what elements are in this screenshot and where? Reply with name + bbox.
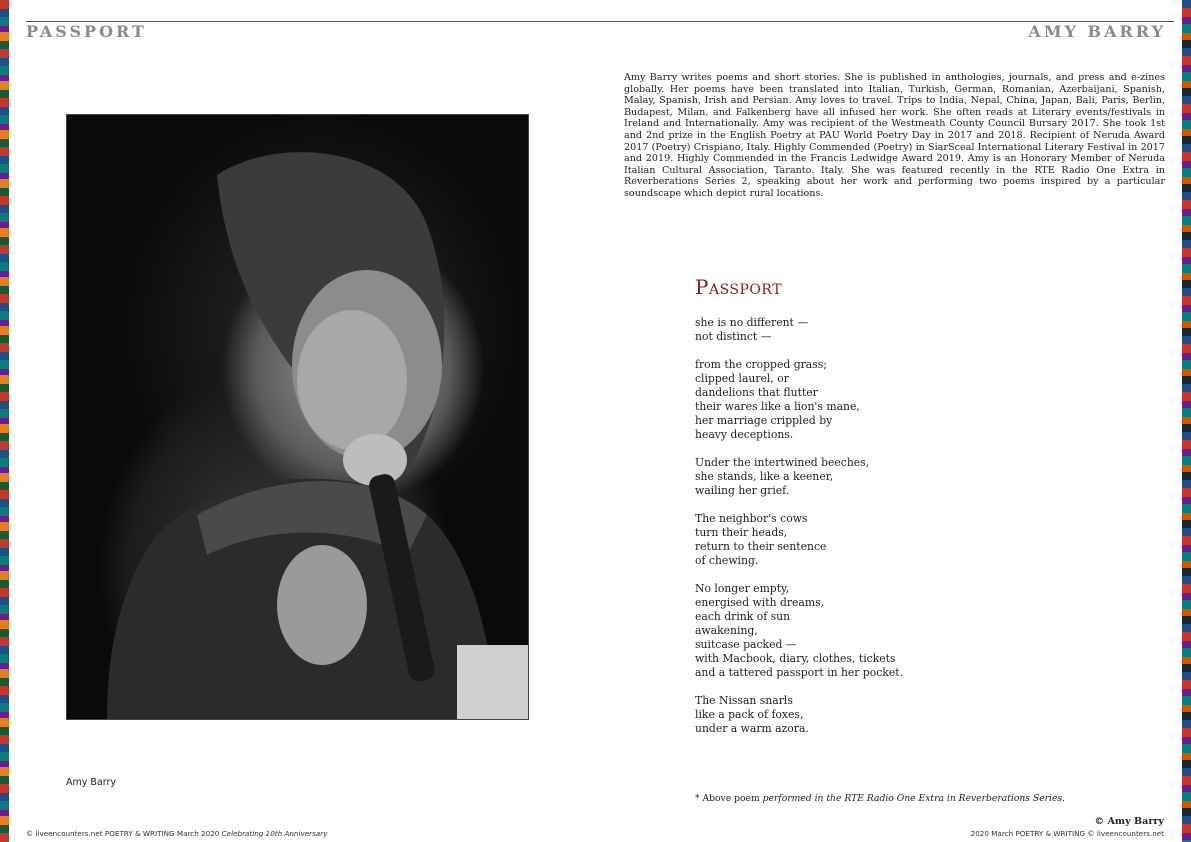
poem-line: suitcase packed — xyxy=(695,638,797,651)
poem-line: dandelions that flutter xyxy=(695,386,818,399)
poem-line: their wares like a lion's mane, xyxy=(695,400,860,413)
poem-line: turn their heads, xyxy=(695,526,788,539)
poem-line: with Macbook, diary, clothes, tickets xyxy=(695,652,896,665)
poem-line: she stands, like a keener, xyxy=(695,470,834,483)
poem-line: return to their sentence xyxy=(695,540,827,553)
poem-line: The Nissan snarls xyxy=(695,694,793,707)
header-rule xyxy=(26,21,1174,22)
poem-line: awakening, xyxy=(695,624,758,637)
poem-line: her marriage crippled by xyxy=(695,414,833,427)
footer-right: 2020 March POETRY & WRITING © liveencounters.net xyxy=(970,829,1164,838)
poem-stanza xyxy=(695,512,903,568)
photo-caption: Amy Barry xyxy=(66,777,117,788)
poem-body xyxy=(695,316,903,750)
poem-line: heavy deceptions. xyxy=(695,428,794,441)
poem-line: The neighbor's cows xyxy=(695,512,808,525)
poem-line: she is no different — xyxy=(695,316,809,329)
poem-line: wailing her grief. xyxy=(695,484,790,497)
author-biography: Amy Barry writes poems and short stories. She is published in anthologies, journals, and press and e-zines globally. Her poems have been translated into Italian, Turkish, German, Romanian, Azerbaijani, Spanish, Malay, Spanish, Irish and Persian. Amy loves to travel. Trips to India, Nepal, China, Japan, Bali, Paris, Berlin, Budapest, Milan, and Falkenberg have all infused her work. She often reads at Literary events/festivals in Ireland and Internationally. Amy was recipient of the Westmeath County Council Bursary 2017. She took 1st and 2nd prize in the English Poetry at PAU World Poetry Day in 2017 and 2018. Recipient of Neruda Award 2017 (Poetry) Crispiano, Italy. Highly Commended (Poetry) in SiarSceal International Literary Festival in 2017 and 2019. Highly Commended in the Francis Ledwidge Award 2019. Amy is an Honorary Member of Neruda Italian Cultural Association, Taranto. Italy. She was featured recently in the RTE Radio One Extra in Reverberations Series 2, speaking about her work and performing two poems inspired by a particular soundscape which depict rural locations. xyxy=(624,72,1165,199)
author-photo-illustration xyxy=(67,115,528,719)
note-italic: performed in the RTE Radio One Extra in Reverberations Series. xyxy=(762,793,1066,804)
poem-line: from the cropped grass; xyxy=(695,358,827,371)
copyright-notice: © Amy Barry xyxy=(1094,816,1164,827)
poem-line: under a warm azora. xyxy=(695,722,809,735)
poem-line: Under the intertwined beeches, xyxy=(695,456,870,469)
right-page-edge-decoration xyxy=(1182,0,1191,842)
performance-note xyxy=(695,793,1065,804)
left-page-edge-decoration xyxy=(0,0,9,842)
poem-stanza xyxy=(695,316,903,344)
poem-stanza xyxy=(695,358,903,442)
poem-line: each drink of sun xyxy=(695,610,791,623)
note-prefix: * Above poem xyxy=(695,793,763,804)
poem-line: not distinct — xyxy=(695,330,772,343)
poem-line: of chewing. xyxy=(695,554,759,567)
magazine-spread xyxy=(9,0,1182,842)
poem-line: energised with dreams, xyxy=(695,596,825,609)
footer-left-italic: Celebrating 10th Anniversary xyxy=(221,829,328,838)
poem-stanza xyxy=(695,456,903,498)
header-author-name: AMY BARRY xyxy=(1028,22,1166,41)
poem-line: and a tattered passport in her pocket. xyxy=(695,666,904,679)
author-photo xyxy=(66,114,529,720)
footer-left-text: © liveencounters.net POETRY & WRITING March 2020 xyxy=(26,829,222,838)
poem-line: like a pack of foxes, xyxy=(695,708,804,721)
header-section-title: PASSPORT xyxy=(26,22,147,41)
poem-title: Passport xyxy=(695,275,783,299)
poem-line: clipped laurel, or xyxy=(695,372,789,385)
poem-stanza xyxy=(695,694,903,736)
poem-line: No longer empty, xyxy=(695,582,790,595)
footer-left xyxy=(26,829,327,838)
poem-stanza xyxy=(695,582,903,680)
